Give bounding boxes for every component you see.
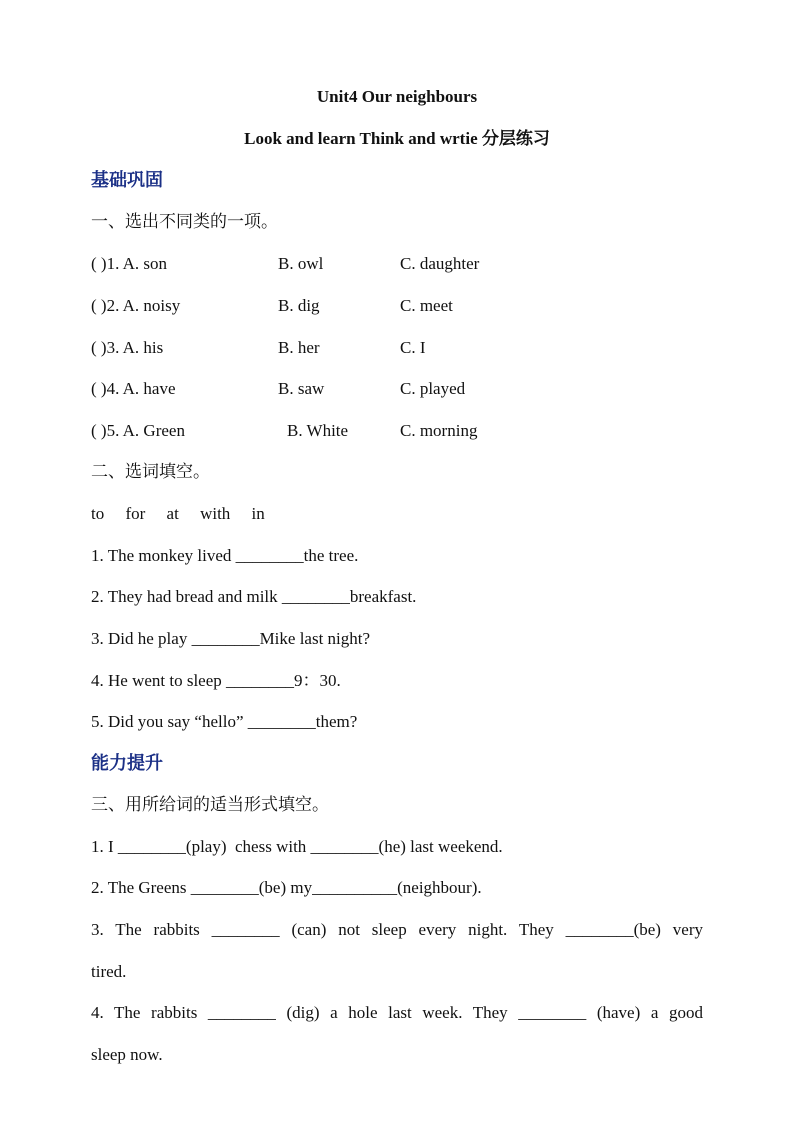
part1-option-b: B. saw <box>278 379 325 398</box>
part1-option-a: ( )4. A. have <box>91 379 176 398</box>
page-title: Unit4 Our neighbours <box>316 87 478 106</box>
part2-item: 4. He went to sleep ________9：30. <box>91 671 341 690</box>
part2-item: 2. They had bread and milk ________breakfast. <box>91 587 417 606</box>
part3-item-continuation: tired. <box>91 962 127 981</box>
part3-item-continuation: sleep now. <box>91 1045 163 1064</box>
part1-option-c: C. morning <box>400 421 478 440</box>
part1-option-b: B. her <box>278 338 320 357</box>
part1-instruction: 一、选出不同类的一项。 <box>91 212 278 231</box>
part1-option-a: ( )5. A. Green <box>91 421 185 440</box>
part2-instruction: 二、选词填空。 <box>91 462 210 481</box>
part1-option-a: ( )3. A. his <box>91 338 164 357</box>
part1-option-c: C. I <box>400 338 426 357</box>
part1-option-c: C. meet <box>400 296 453 315</box>
part1-option-c: C. daughter <box>400 254 480 273</box>
part3-item: 3. The rabbits ________ (can) not sleep every night. They ________(be) very <box>91 920 703 939</box>
part1-option-c: C. played <box>400 379 466 398</box>
part2-item: 3. Did he play ________Mike last night? <box>91 629 371 648</box>
part3-item: 2. The Greens ________(be) my__________(neighbour). <box>91 878 482 897</box>
part3-item: 1. I ________(play) chess with ________(he) last weekend. <box>91 837 503 856</box>
part2-item: 1. The monkey lived ________the tree. <box>91 546 359 565</box>
part1-option-b: B. owl <box>278 254 324 273</box>
part1-option-b: B. White <box>287 421 349 440</box>
page-subtitle: Look and learn Think and wrtie 分层练习 <box>244 129 550 148</box>
part1-option-a: ( )2. A. noisy <box>91 296 181 315</box>
section-heading-improve: 能力提升 <box>91 753 163 773</box>
part2-item: 5. Did you say “hello” ________them? <box>91 712 358 731</box>
part3-instruction: 三、用所给词的适当形式填空。 <box>91 795 329 814</box>
part1-option-a: ( )1. A. son <box>91 254 168 273</box>
section-heading-basic: 基础巩固 <box>91 170 163 190</box>
word-bank: to for at with in <box>91 504 265 523</box>
part3-item: 4. The rabbits ________ (dig) a hole last week. They ________ (have) a good <box>91 1003 703 1022</box>
part1-option-b: B. dig <box>278 296 320 315</box>
